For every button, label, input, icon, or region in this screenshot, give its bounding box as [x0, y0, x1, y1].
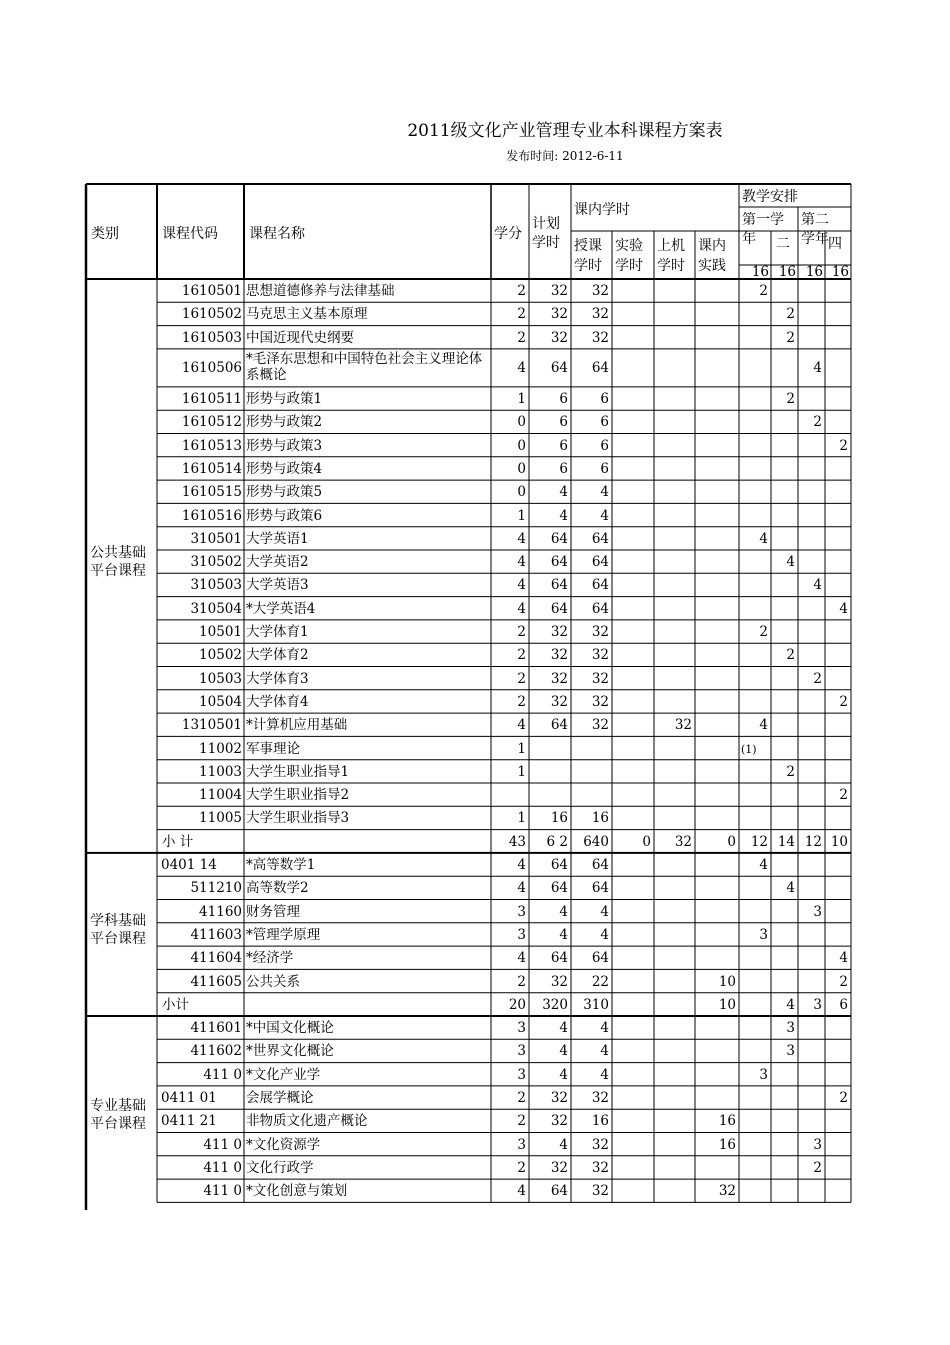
course-name: 形势与政策2	[246, 414, 323, 431]
credit-value: 3	[517, 926, 526, 943]
course-name: 非物质文化遗产概论	[246, 1113, 368, 1130]
credit-value: 1	[517, 763, 526, 780]
semester-1-value: (1)	[741, 742, 757, 756]
semester-3-value: 12	[804, 833, 822, 850]
course-name: 形势与政策5	[246, 484, 323, 501]
semester-4-value: 10	[830, 833, 848, 850]
practice-hours-value: 10	[718, 996, 736, 1013]
semester-4-value: 2	[839, 437, 848, 454]
course-code: 11002	[199, 740, 242, 757]
course-code: 1610515	[181, 484, 242, 501]
credit-value: 4	[517, 577, 526, 594]
lecture-hours-value: 640	[583, 833, 609, 850]
course-code: 10503	[199, 670, 242, 687]
lecture-hours-value: 4	[600, 507, 609, 524]
semester-2-value: 2	[786, 763, 795, 780]
planned-hours-value: 4	[559, 1136, 568, 1153]
semester-1-value: 12	[750, 833, 768, 850]
publish-date: 发布时间: 2012-6-11	[506, 149, 624, 163]
lecture-hours-value: 4	[600, 926, 609, 943]
header-weeks: 16	[805, 264, 823, 280]
planned-hours-value: 64	[550, 360, 568, 377]
header-weeks: 16	[831, 264, 849, 280]
course-name: 思想道德修养与法律基础	[246, 283, 395, 300]
course-name: 大学英语1	[246, 530, 309, 547]
credit-value: 20	[508, 996, 526, 1013]
course-name: *大学英语4	[246, 600, 316, 617]
planned-hours-value: 64	[550, 577, 568, 594]
planned-hours-value: 64	[550, 600, 568, 617]
credit-value: 2	[517, 973, 526, 990]
header-year-1-tail: 年	[742, 231, 756, 247]
course-name: 大学体育1	[246, 624, 309, 641]
course-code: 310504	[190, 600, 242, 617]
planned-hours-value: 6	[559, 437, 568, 454]
credit-value: 2	[517, 647, 526, 664]
course-name: 形势与政策6	[246, 507, 323, 524]
course-name: *世界文化概论	[246, 1043, 334, 1060]
course-name: *管理学原理	[246, 926, 321, 943]
semester-4-value: 6	[839, 996, 848, 1013]
lecture-hours-value: 64	[591, 950, 609, 967]
header-lecture-hours: 授课	[574, 238, 602, 254]
semester-3-value: 4	[813, 577, 822, 594]
course-name: *计算机应用基础	[246, 717, 348, 734]
credit-value: 1	[517, 740, 526, 757]
lecture-hours-value: 32	[591, 1183, 609, 1200]
credit-value: 2	[517, 624, 526, 641]
course-name: 高等数学2	[246, 880, 309, 897]
credit-value: 3	[517, 903, 526, 920]
lab-hours-value: 0	[642, 833, 651, 850]
planned-hours-value: 32	[550, 670, 568, 687]
planned-hours-value: 32	[550, 624, 568, 641]
course-name: 大学体育3	[246, 670, 309, 687]
course-code: 0401 14	[161, 857, 217, 874]
planned-hours-value: 32	[550, 1090, 568, 1107]
semester-3-value: 2	[813, 1159, 822, 1176]
group-label: 专业基础	[90, 1098, 146, 1115]
credit-value: 4	[517, 880, 526, 897]
semester-1-value: 3	[759, 1066, 768, 1083]
computer-hours-value: 32	[674, 717, 692, 734]
semester-4-value: 2	[839, 787, 848, 804]
header-weeks: 16	[751, 264, 769, 280]
page-title: 2011级文化产业管理专业本科课程方案表	[407, 121, 723, 141]
course-code: 411605	[190, 973, 242, 990]
semester-2-value: 2	[786, 329, 795, 346]
course-name: 大学生职业指导1	[246, 763, 350, 780]
semester-3-value: 4	[813, 360, 822, 377]
semester-1-value: 2	[759, 624, 768, 641]
course-name: 形势与政策1	[246, 391, 323, 408]
planned-hours-value: 6	[559, 414, 568, 431]
credit-value: 4	[517, 1183, 526, 1200]
semester-1-value: 4	[759, 857, 768, 874]
lecture-hours-value: 64	[591, 857, 609, 874]
semester-1-value: 3	[759, 926, 768, 943]
header-year-2: 第二	[801, 212, 829, 228]
lecture-hours-value: 64	[591, 554, 609, 571]
credit-value: 4	[517, 857, 526, 874]
credit-value: 4	[517, 717, 526, 734]
lecture-hours-value: 6	[600, 437, 609, 454]
credit-value: 4	[517, 530, 526, 547]
credit-value: 1	[517, 391, 526, 408]
planned-hours-value: 64	[550, 554, 568, 571]
lecture-hours-value: 64	[591, 577, 609, 594]
course-name: 大学体育4	[246, 693, 309, 710]
practice-hours-value: 16	[718, 1113, 736, 1130]
credit-value: 2	[517, 1159, 526, 1176]
planned-hours-value: 32	[550, 973, 568, 990]
credit-value: 3	[517, 1043, 526, 1060]
course-code: 1610502	[181, 306, 242, 323]
planned-hours-value: 32	[550, 1113, 568, 1130]
header-class-hours: 课内学时	[574, 202, 630, 218]
credit-value: 0	[517, 414, 526, 431]
lecture-hours-value: 4	[600, 1043, 609, 1060]
course-name: *毛泽东思想和中国特色社会主义理论体系概论	[246, 350, 483, 383]
header-category: 类别	[91, 226, 119, 242]
header-year-1: 第一学	[742, 212, 784, 228]
semester-3-value: 3	[813, 996, 822, 1013]
lecture-hours-value: 4	[600, 1020, 609, 1037]
planned-hours-value: 32	[550, 306, 568, 323]
planned-hours-value: 4	[559, 926, 568, 943]
course-code: 411602	[190, 1043, 242, 1060]
lecture-hours-value: 22	[591, 973, 609, 990]
course-code: 411 0	[203, 1183, 242, 1200]
header-sem-four: 四	[828, 236, 842, 252]
course-code: 1610501	[181, 283, 242, 300]
credit-value: 2	[517, 1090, 526, 1107]
course-name: 大学体育2	[246, 647, 309, 664]
planned-hours-value: 64	[550, 1183, 568, 1200]
semester-2-value: 4	[786, 554, 795, 571]
course-code: 411604	[190, 950, 242, 967]
lecture-hours-value: 32	[591, 717, 609, 734]
header-weeks: 16	[778, 264, 796, 280]
semester-2-value: 4	[786, 880, 795, 897]
semester-2-value: 3	[786, 1043, 795, 1060]
course-name: 大学英语2	[246, 554, 309, 571]
semester-4-value: 2	[839, 1090, 848, 1107]
course-name: *文化产业学	[246, 1066, 321, 1083]
course-code: 310503	[190, 577, 242, 594]
planned-hours-value: 32	[550, 647, 568, 664]
header-schedule: 教学安排	[742, 189, 798, 205]
course-name: 会展学概论	[246, 1090, 314, 1107]
course-code: 11004	[199, 787, 242, 804]
credit-value: 3	[517, 1020, 526, 1037]
header-computer-hours: 学时	[657, 258, 685, 274]
course-name: *中国文化概论	[246, 1020, 334, 1037]
lecture-hours-value: 32	[591, 1136, 609, 1153]
course-code: 41160	[199, 903, 242, 920]
course-code: 310501	[190, 530, 242, 547]
credit-value: 2	[517, 693, 526, 710]
planned-hours-value: 6	[559, 460, 568, 477]
planned-hours-value: 4	[559, 507, 568, 524]
semester-2-value: 14	[777, 833, 795, 850]
practice-hours-value: 32	[718, 1183, 736, 1200]
semester-1-value: 2	[759, 283, 768, 300]
semester-3-value: 3	[813, 903, 822, 920]
credit-value: 1	[517, 507, 526, 524]
planned-hours-value: 4	[559, 903, 568, 920]
semester-4-value: 2	[839, 693, 848, 710]
planned-hours-value: 64	[550, 880, 568, 897]
planned-hours-value: 32	[550, 329, 568, 346]
credit-value: 2	[517, 329, 526, 346]
lecture-hours-value: 310	[583, 996, 609, 1013]
course-code: 411601	[190, 1020, 242, 1037]
course-name: *经济学	[246, 950, 294, 967]
subtotal-label: 小 计	[162, 833, 194, 850]
semester-1-value: 4	[759, 530, 768, 547]
course-name: 财务管理	[246, 903, 300, 920]
lecture-hours-value: 32	[591, 1159, 609, 1176]
credit-value: 4	[517, 554, 526, 571]
header-year-2-tail: 学年	[801, 231, 829, 247]
credit-value: 0	[517, 484, 526, 501]
course-name: 中国近现代史纲要	[246, 329, 354, 346]
planned-hours-value: 4	[559, 484, 568, 501]
header-lecture-hours: 学时	[574, 258, 602, 274]
credit-value: 3	[517, 1066, 526, 1083]
semester-2-value: 4	[786, 996, 795, 1013]
semester-3-value: 3	[813, 1136, 822, 1153]
course-code: 1610513	[181, 437, 242, 454]
course-code: 411 0	[203, 1136, 242, 1153]
lecture-hours-value: 6	[600, 414, 609, 431]
header-planned-hours: 计划	[532, 216, 560, 232]
credit-value: 4	[517, 600, 526, 617]
credit-value: 4	[517, 360, 526, 377]
course-code: 511210	[190, 880, 242, 897]
header-planned-hours: 学时	[532, 235, 560, 251]
course-code: 1610512	[181, 414, 242, 431]
lecture-hours-value: 32	[591, 329, 609, 346]
credit-value: 0	[517, 460, 526, 477]
lecture-hours-value: 16	[591, 810, 609, 827]
course-code: 0411 01	[161, 1090, 217, 1107]
credit-value: 43	[508, 833, 526, 850]
planned-hours-value: 64	[550, 950, 568, 967]
course-name: *文化资源学	[246, 1136, 321, 1153]
planned-hours-value: 6	[559, 391, 568, 408]
semester-2-value: 2	[786, 306, 795, 323]
lecture-hours-value: 32	[591, 1090, 609, 1107]
header-computer-hours: 上机	[657, 238, 685, 254]
planned-hours-value: 64	[550, 530, 568, 547]
practice-hours-value: 0	[727, 833, 736, 850]
header-name: 课程名称	[249, 226, 305, 242]
semester-2-value: 2	[786, 391, 795, 408]
practice-hours-value: 10	[718, 973, 736, 990]
lecture-hours-value: 64	[591, 880, 609, 897]
course-code: 1610506	[181, 360, 242, 377]
planned-hours-value: 4	[559, 1020, 568, 1037]
group-label: 公共基础	[90, 544, 146, 561]
lecture-hours-value: 32	[591, 306, 609, 323]
course-code: 1610503	[181, 329, 242, 346]
planned-hours-value: 4	[559, 1043, 568, 1060]
lecture-hours-value: 32	[591, 670, 609, 687]
planned-hours-value: 320	[542, 996, 568, 1013]
lecture-hours-value: 32	[591, 624, 609, 641]
course-code: 10504	[199, 693, 242, 710]
planned-hours-value: 64	[550, 857, 568, 874]
planned-hours-value: 16	[550, 810, 568, 827]
lecture-hours-value: 32	[591, 693, 609, 710]
course-name: 公共关系	[246, 973, 300, 990]
semester-4-value: 2	[839, 973, 848, 990]
header-code: 课程代码	[162, 226, 218, 242]
planned-hours-value: 64	[550, 717, 568, 734]
course-code: 1610511	[181, 391, 242, 408]
credit-value: 4	[517, 950, 526, 967]
header-sem-two: 二	[776, 236, 790, 252]
course-code: 1310501	[181, 717, 242, 734]
practice-hours-value: 16	[718, 1136, 736, 1153]
lecture-hours-value: 32	[591, 647, 609, 664]
lecture-hours-value: 32	[591, 283, 609, 300]
course-code: 10501	[199, 624, 242, 641]
group-label: 平台课程	[90, 1116, 146, 1133]
course-code: 11005	[199, 810, 242, 827]
course-code: 411 0	[203, 1159, 242, 1176]
group-label: 平台课程	[90, 931, 146, 948]
course-code: 0411 21	[161, 1113, 217, 1130]
course-code: 1610514	[181, 460, 242, 477]
course-name: *高等数学1	[246, 857, 316, 874]
lecture-hours-value: 64	[591, 530, 609, 547]
course-code: 411 0	[203, 1066, 242, 1083]
course-name: 形势与政策3	[246, 437, 323, 454]
course-name: 文化行政学	[246, 1159, 314, 1176]
subtotal-label: 小计	[162, 996, 189, 1013]
course-name: 大学生职业指导2	[246, 787, 350, 804]
course-name: 大学英语3	[246, 577, 309, 594]
lecture-hours-value: 16	[591, 1113, 609, 1130]
lecture-hours-value: 64	[591, 360, 609, 377]
planned-hours-value: 4	[559, 1066, 568, 1083]
course-code: 10502	[199, 647, 242, 664]
semester-2-value: 2	[786, 647, 795, 664]
planned-hours-value: 32	[550, 283, 568, 300]
planned-hours-value: 6 2	[546, 833, 568, 850]
course-code: 310502	[190, 554, 242, 571]
credit-value: 2	[517, 1113, 526, 1130]
computer-hours-value: 32	[674, 833, 692, 850]
planned-hours-value: 32	[550, 693, 568, 710]
semester-3-value: 2	[813, 414, 822, 431]
semester-3-value: 2	[813, 670, 822, 687]
course-code: 411603	[190, 926, 242, 943]
header-credit: 学分	[494, 226, 522, 242]
course-name: 马克思主义基本原理	[246, 306, 368, 323]
semester-4-value: 4	[839, 950, 848, 967]
lecture-hours-value: 6	[600, 391, 609, 408]
lecture-hours-value: 64	[591, 600, 609, 617]
lecture-hours-value: 4	[600, 903, 609, 920]
semester-1-value: 4	[759, 717, 768, 734]
course-name: *文化创意与策划	[246, 1183, 348, 1200]
lecture-hours-value: 6	[600, 460, 609, 477]
planned-hours-value: 32	[550, 1159, 568, 1176]
lecture-hours-value: 4	[600, 484, 609, 501]
credit-value: 2	[517, 306, 526, 323]
semester-2-value: 3	[786, 1020, 795, 1037]
header-practice-hours: 实践	[698, 258, 726, 274]
semester-4-value: 4	[839, 600, 848, 617]
header-practice-hours: 课内	[698, 238, 726, 254]
course-name: 形势与政策4	[246, 460, 323, 477]
group-label: 学科基础	[90, 913, 146, 930]
group-label: 平台课程	[90, 562, 146, 579]
header-lab-hours: 学时	[615, 258, 643, 274]
lecture-hours-value: 4	[600, 1066, 609, 1083]
credit-value: 3	[517, 1136, 526, 1153]
credit-value: 0	[517, 437, 526, 454]
credit-value: 1	[517, 810, 526, 827]
credit-value: 2	[517, 670, 526, 687]
course-name: 大学生职业指导3	[246, 810, 350, 827]
course-name: 军事理论	[246, 740, 300, 757]
credit-value: 2	[517, 283, 526, 300]
course-code: 1610516	[181, 507, 242, 524]
course-code: 11003	[199, 763, 242, 780]
header-lab-hours: 实验	[615, 238, 643, 254]
